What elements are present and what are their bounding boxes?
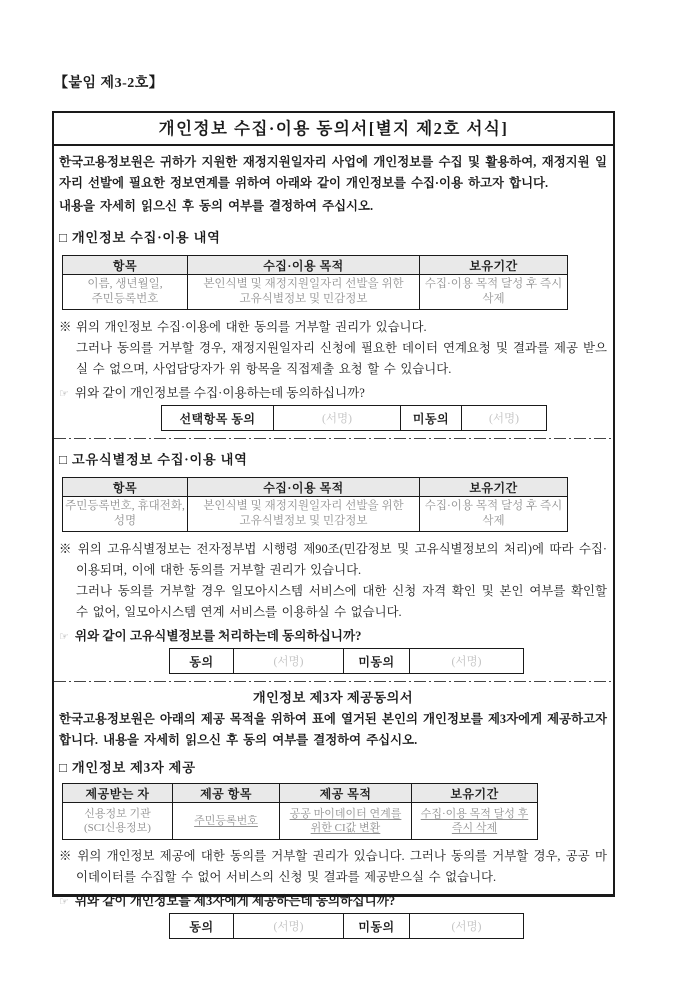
table-row bbox=[63, 275, 568, 310]
disagree-option-cell: 미동의 bbox=[401, 406, 462, 431]
question-text: 위와 같이 고유식별정보를 처리하는데 동의하십니까? bbox=[74, 629, 362, 643]
table-row bbox=[63, 803, 538, 840]
col-header-purpose: 제공 목적 bbox=[280, 784, 412, 803]
cell-purpose: 공공 마이데이터 연계를 위한 CI값 변환 bbox=[280, 803, 412, 840]
table-header-row bbox=[63, 256, 568, 275]
table-row bbox=[63, 497, 568, 532]
consent-question-collect bbox=[59, 382, 607, 401]
note-text: 그러나 동의를 거부할 경우 일모아시스템 서비스에 대한 신청 자격 확인 및 본인 여부를 확인할 수 없어, 일모아시스템 연계 서비스를 이용하실 수 없습니다. bbox=[76, 584, 607, 619]
pointing-hand-icon: ☞ bbox=[59, 896, 69, 908]
table-header-row bbox=[63, 784, 538, 803]
section-heading-unique: □ 고유식별정보 수집·이용 내역 bbox=[59, 452, 248, 467]
agree-signature-cell[interactable]: (서명) bbox=[234, 649, 344, 674]
cell-retention: 수집·이용 목적 달성 후 즉시 삭제 bbox=[412, 803, 538, 840]
unique-info-notes bbox=[59, 539, 607, 623]
col-header-purpose: 수집·이용 목적 bbox=[188, 256, 420, 275]
note-text: ※ 위의 개인정보 제공에 대한 동의를 거부할 권리가 있습니다. 그러나 동의를 거부할 경우, 공공 마이데이터를 수집할 수 없어 서비스의 신청 및 결과를 제공받으실 수 없습니다. bbox=[59, 849, 607, 884]
third-party-table bbox=[62, 783, 538, 840]
cell-purpose: 본인식별 및 재정지원일자리 선발을 위한 고유식별정보 및 민감정보 bbox=[188, 275, 420, 310]
section-heading-third-party: □ 개인정보 제3자 제공 bbox=[59, 760, 196, 775]
intro-paragraph: 한국고용정보원은 귀하가 지원한 재정지원일자리 사업에 개인정보를 수집 및 활용하여, 재정지원 일자리 선발에 필요한 정보연계를 위하여 아래와 같이 개인정보를 수집·이용 하고자 합니다. bbox=[59, 155, 607, 190]
third-party-intro: 한국고용정보원은 아래의 제공 목적을 위하여 표에 열거된 본인의 개인정보를 제3자에게 제공하고자 합니다. 내용을 자세히 읽으신 후 동의 여부를 결정하여 주십시오. bbox=[59, 712, 607, 747]
section-divider bbox=[54, 681, 613, 682]
consent-form-box bbox=[52, 111, 615, 934]
intro-sub-paragraph: 내용을 자세히 읽으신 후 동의 여부를 결정하여 주십시오. bbox=[59, 199, 374, 213]
section-heading-collect: □ 개인정보 수집·이용 내역 bbox=[59, 230, 221, 245]
attachment-label: 【붙임 제3-2호】 bbox=[54, 76, 164, 91]
collect-table bbox=[62, 255, 568, 310]
cell-retention: 수집·이용 목적 달성 후 즉시 삭제 bbox=[420, 497, 568, 532]
cell-items: 주민등록번호, 휴대전화, 성명 bbox=[63, 497, 188, 532]
col-header-recipient: 제공받는 자 bbox=[63, 784, 173, 803]
consent-row bbox=[170, 914, 524, 939]
cell-retention: 수집·이용 목적 달성 후 즉시 삭제 bbox=[420, 275, 568, 310]
agree-signature-cell[interactable]: (서명) bbox=[234, 914, 344, 939]
col-header-purpose: 수집·이용 목적 bbox=[188, 478, 420, 497]
disagree-option-cell: 미동의 bbox=[344, 649, 410, 674]
third-party-notes bbox=[59, 846, 607, 888]
form-title: 개인정보 수집·이용 동의서[별지 제2호 서식] bbox=[54, 113, 613, 146]
consent-row bbox=[162, 406, 547, 431]
pointing-hand-icon: ☞ bbox=[59, 388, 69, 400]
col-header-item: 항목 bbox=[63, 478, 188, 497]
col-header-retention: 보유기간 bbox=[412, 784, 538, 803]
disagree-option-cell: 미동의 bbox=[344, 914, 410, 939]
consent-question-third-party bbox=[59, 890, 607, 909]
consent-row bbox=[170, 649, 524, 674]
col-header-item: 제공 항목 bbox=[173, 784, 280, 803]
consent-table-unique bbox=[169, 648, 524, 674]
table-header-row bbox=[63, 478, 568, 497]
collect-notes bbox=[59, 317, 607, 380]
col-header-retention: 보유기간 bbox=[420, 478, 568, 497]
cell-items: 이름, 생년월일, 주민등록번호 bbox=[63, 275, 188, 310]
col-header-item: 항목 bbox=[63, 256, 188, 275]
form-content bbox=[54, 146, 613, 939]
unique-info-table bbox=[62, 477, 568, 532]
note-text: ※ 위의 고유식별정보는 전자정부법 시행령 제90조(민감정보 및 고유식별정보의 처리)에 따라 수집·이용되며, 이에 대한 동의를 거부할 권리가 있습니다. bbox=[59, 542, 607, 577]
consent-table-third-party bbox=[169, 913, 524, 939]
third-party-title: 개인정보 제3자 제공동의서 bbox=[252, 690, 414, 705]
pointing-hand-icon: ☞ bbox=[59, 631, 69, 643]
agree-option-cell: 선택항목 동의 bbox=[162, 406, 274, 431]
col-header-retention: 보유기간 bbox=[420, 256, 568, 275]
agree-signature-cell[interactable]: (서명) bbox=[274, 406, 401, 431]
cell-recipient: 신용정보 기관(SCI신용정보) bbox=[63, 803, 173, 840]
question-text: 위와 같이 개인정보를 제3자에게 제공하는데 동의하십니까? bbox=[74, 894, 396, 908]
cell-item: 주민등록번호 bbox=[173, 803, 280, 840]
cell-purpose: 본인식별 및 재정지원일자리 선발을 위한 고유식별정보 및 민감정보 bbox=[188, 497, 420, 532]
section-divider bbox=[54, 438, 613, 439]
note-text: ※ 위의 개인정보 수집·이용에 대한 동의를 거부할 권리가 있습니다. bbox=[59, 320, 427, 334]
disagree-signature-cell[interactable]: (서명) bbox=[410, 914, 524, 939]
consent-question-unique bbox=[59, 625, 607, 644]
question-text: 위와 같이 개인정보를 수집·이용하는데 동의하십니까? bbox=[74, 386, 365, 400]
agree-option-cell: 동의 bbox=[170, 649, 234, 674]
note-text: 그러나 동의를 거부할 경우, 재정지원일자리 신청에 필요한 데이터 연계요청 및 결과를 제공 받으실 수 없으며, 사업담당자가 위 항목을 직접제출 요청 할 수 있습니다. bbox=[76, 341, 607, 376]
disagree-signature-cell[interactable]: (서명) bbox=[410, 649, 524, 674]
disagree-signature-cell[interactable]: (서명) bbox=[462, 406, 547, 431]
consent-table-collect bbox=[161, 405, 547, 431]
agree-option-cell: 동의 bbox=[170, 914, 234, 939]
